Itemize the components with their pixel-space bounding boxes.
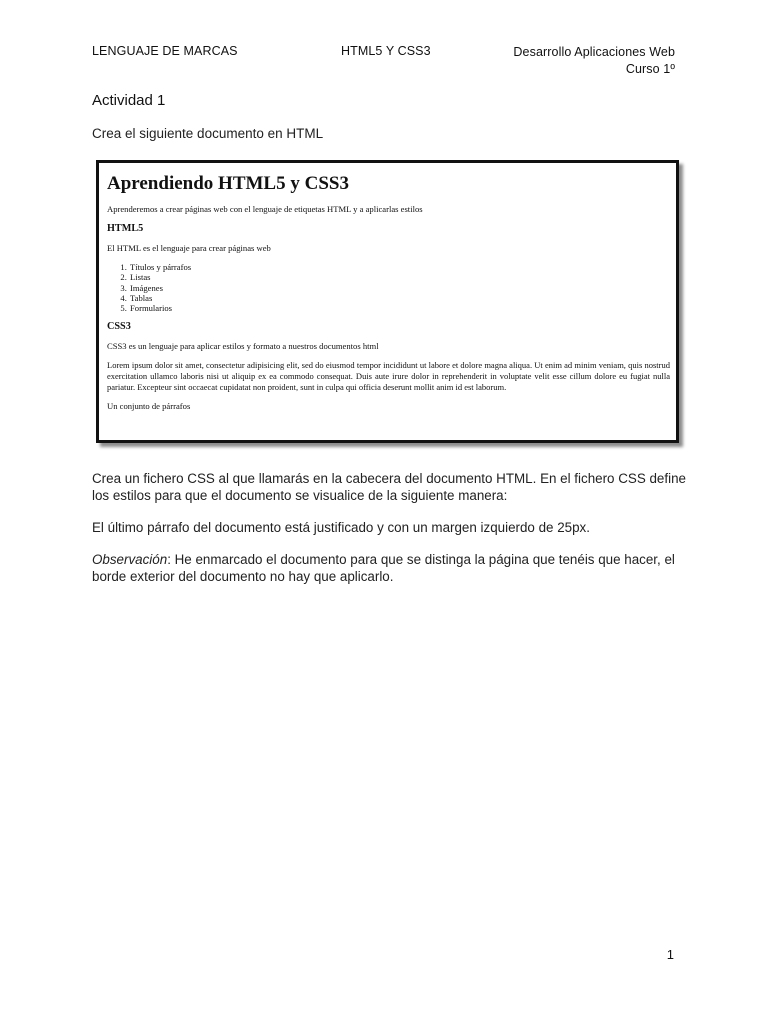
activity-title: Actividad 1: [92, 92, 166, 109]
example-section-css3-title: CSS3: [107, 321, 131, 333]
header-course-name: Desarrollo Aplicaciones Web: [513, 45, 675, 59]
observation-text: : He enmarcado el documento para que se distinga la página que tenéis que hacer, el borde exterior del documento no hay que aplicarlo.: [92, 552, 675, 584]
list-item: 3. Imágenes: [129, 283, 676, 293]
list-item: 2. Listas: [129, 272, 676, 282]
example-section-html5-title: HTML5: [107, 223, 144, 234]
example-last-paragraph: Un conjunto de párrafos: [107, 401, 191, 412]
observation-paragraph: [92, 551, 692, 585]
activity-intro: Crea el siguiente documento en HTML: [92, 126, 324, 141]
observation-label: Observación: [92, 552, 168, 567]
list-item: 1. Títulos y párrafos: [129, 262, 676, 272]
example-section-html5-paragraph: El HTML es el lenguaje para crear páginas web: [107, 243, 271, 253]
example-heading: Aprendiendo HTML5 y CSS3: [107, 173, 349, 194]
example-document-frame: [96, 160, 679, 443]
example-section-css3-paragraph: CSS3 es un lenguaje para aplicar estilos y formato a nuestros documentos html: [107, 341, 379, 352]
instruction-paragraph: Crea un fichero CSS al que llamarás en la cabecera del documento HTML. En el fichero CSS define los estilos para que el documento se visualice de la siguiente manera:: [92, 471, 686, 503]
example-topic-list: [107, 262, 676, 313]
header-course-year: Curso 1º: [625, 62, 675, 76]
page-number: 1: [666, 947, 674, 962]
list-item: 5. Formularios: [129, 303, 676, 313]
header-topic: HTML5 Y CSS3: [341, 44, 431, 58]
header-subject: LENGUAJE DE MARCAS: [92, 44, 238, 58]
example-lorem-paragraph: Lorem ipsum dolor sit amet, consectetur adipisicing elit, sed do eiusmod tempor incididunt ut labore et dolore magna aliqua. Ut enim ad minim veniam, quis nostrud exercitation ullamco laboris nisi ut aliquip ex ea commodo consequat. Duis aute irure dolor in reprehenderit in voluptate velit esse cillum dolore eu fugiat nulla pariatur. Excepteur sint occaecat cupidatat non proident, sunt in culpa qui officia deserunt mollit anim id est laborum.: [107, 360, 670, 393]
list-item: 4. Tablas: [129, 293, 676, 303]
justify-paragraph: El último párrafo del documento está justificado y con un margen izquierdo de 25px.: [92, 520, 590, 535]
example-intro-paragraph: Aprenderemos a crear páginas web con el lenguaje de etiquetas HTML y a aplicarlas estilos: [107, 204, 423, 214]
header-course: [513, 44, 675, 78]
